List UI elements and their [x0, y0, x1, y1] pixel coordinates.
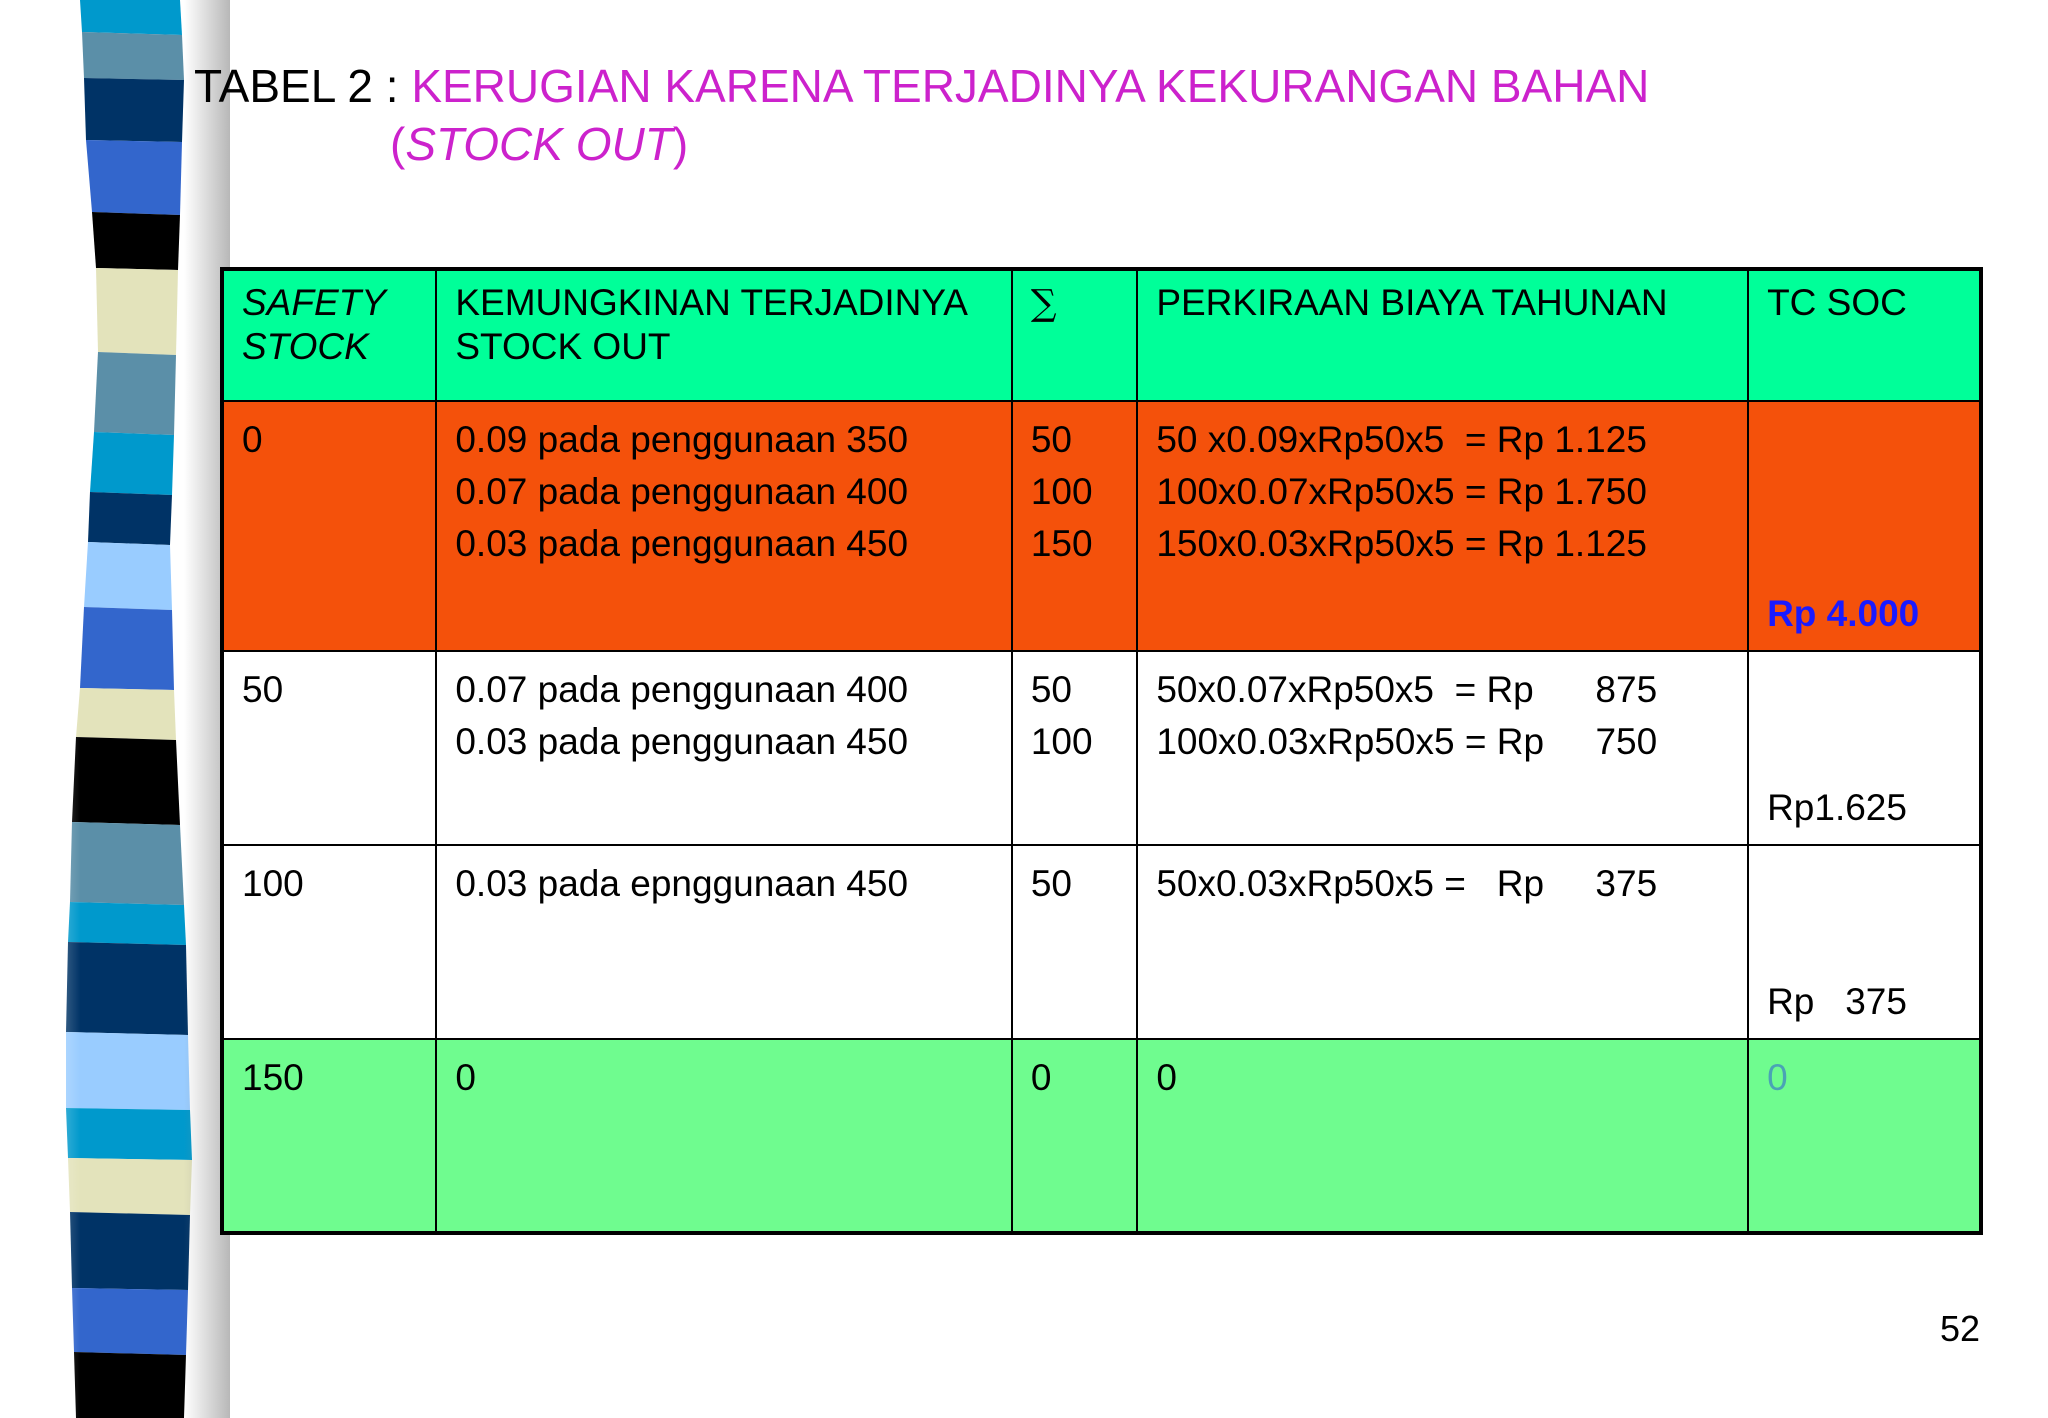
sigma-symbol: ∑: [1030, 283, 1057, 324]
header-tc-soc: TC SOC: [1748, 269, 1981, 401]
table-row: [222, 845, 1981, 1039]
cell-sigma: 50: [1012, 845, 1137, 1039]
title-prefix: TABEL 2 :: [194, 60, 412, 112]
header-kemungkinan: KEMUNGKINAN TERJADINYA STOCK OUT: [436, 269, 1011, 401]
stock-out-loss-table: [220, 267, 1983, 1235]
cell-safety-stock: 150: [222, 1039, 436, 1233]
cell-tc-soc: [1748, 1039, 1981, 1233]
table-row: [222, 1039, 1981, 1233]
cell-kemungkinan: 0: [436, 1039, 1011, 1233]
cell-safety-stock: 50: [222, 651, 436, 845]
slide-title-line2: [390, 116, 688, 172]
cell-sigma: 50 100 150: [1012, 401, 1137, 651]
header-biaya: PERKIRAAN BIAYA TAHUNAN: [1137, 269, 1748, 401]
decorative-stripe-bar: [0, 0, 230, 1418]
cell-tc-soc: [1748, 651, 1981, 845]
title-main: KERUGIAN KARENA TERJADINYA KEKURANGAN BAHAN: [411, 60, 1650, 112]
cell-biaya: 0: [1137, 1039, 1748, 1233]
title-stock-out: STOCK OUT: [405, 118, 673, 170]
cell-sigma: 50 100: [1012, 651, 1137, 845]
title-open-paren: (: [390, 118, 406, 170]
header-safety-stock: SAFETY STOCK: [222, 269, 436, 401]
table-row: [222, 651, 1981, 845]
header-sigma: [1012, 269, 1137, 401]
cell-safety-stock: 100: [222, 845, 436, 1039]
tc-total: Rp1.625: [1767, 787, 1907, 828]
cell-kemungkinan: 0.07 pada penggunaan 400 0.03 pada penggunaan 450: [436, 651, 1011, 845]
cell-biaya: 50 x0.09xRp50x5 = Rp 1.125 100x0.07xRp50x5 = Rp 1.750 150x0.03xRp50x5 = Rp 1.125: [1137, 401, 1748, 651]
slide-title: [194, 58, 1649, 114]
cell-biaya: 50x0.03xRp50x5 = Rp 375: [1137, 845, 1748, 1039]
cell-tc-soc: [1748, 401, 1981, 651]
title-close-paren: ): [672, 118, 689, 170]
tc-total: Rp 375: [1767, 981, 1907, 1022]
cell-kemungkinan: 0.09 pada penggunaan 350 0.07 pada penggunaan 400 0.03 pada penggunaan 450: [436, 401, 1011, 651]
page-number: 52: [1940, 1308, 1981, 1349]
cell-biaya: 50x0.07xRp50x5 = Rp 875 100x0.03xRp50x5 = Rp 750: [1137, 651, 1748, 845]
table-header-row: [222, 269, 1981, 401]
cell-kemungkinan: 0.03 pada epnggunaan 450: [436, 845, 1011, 1039]
table-row: [222, 401, 1981, 651]
tc-total: 0: [1767, 1057, 1788, 1098]
cell-safety-stock: 0: [222, 401, 436, 651]
cell-sigma: 0: [1012, 1039, 1137, 1233]
tc-total-highlight: Rp 4.000: [1767, 593, 1920, 634]
cell-tc-soc: [1748, 845, 1981, 1039]
